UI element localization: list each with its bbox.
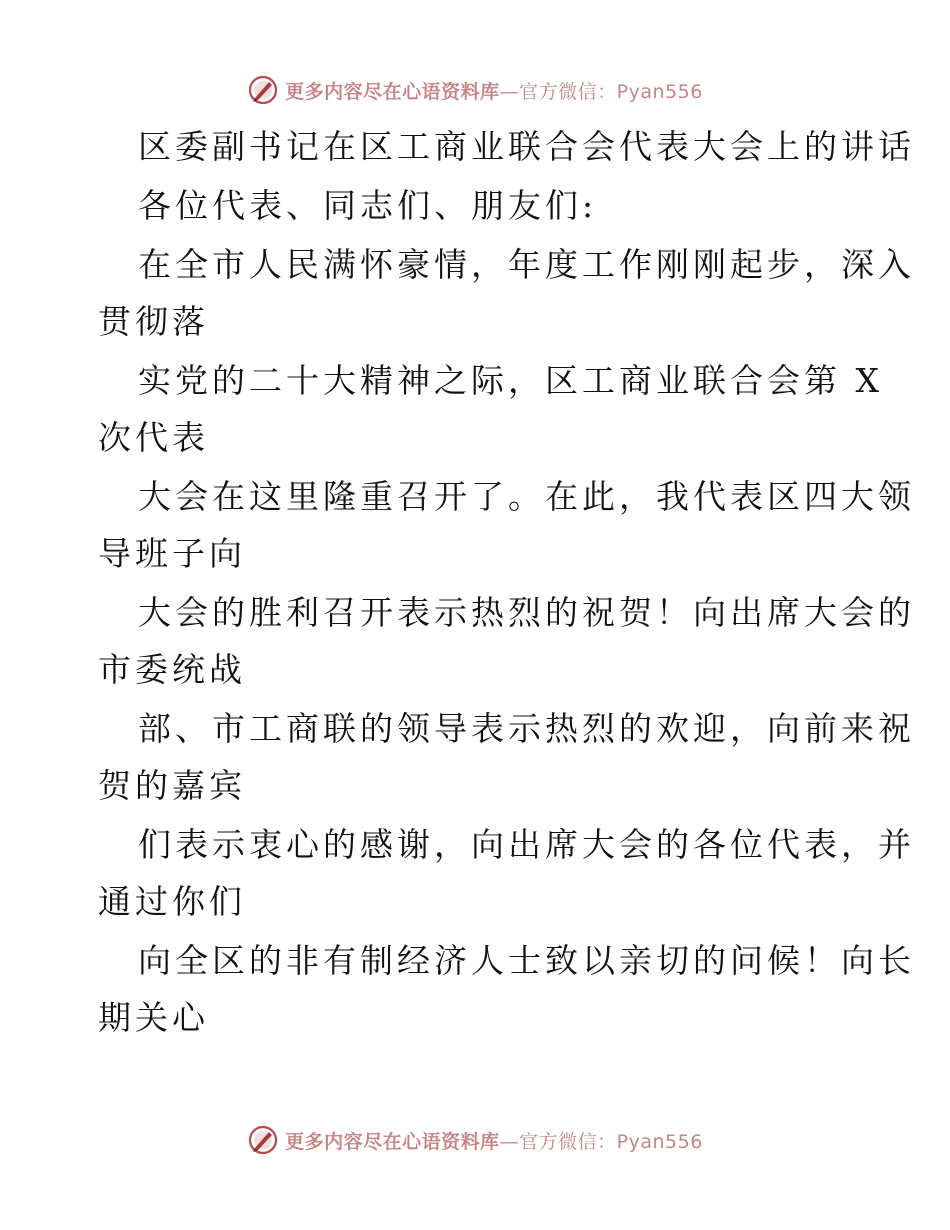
paragraph-line: 实党的二十大精神之际，区工商业联合会第 X	[138, 361, 883, 400]
paragraph-line: 部、市工商联的领导表示热烈的欢迎，向前来祝	[138, 709, 915, 748]
watermark-text	[285, 77, 703, 104]
salutation: 各位代表、同志们、朋友们:	[138, 186, 598, 225]
paragraph-line: 导班子向	[98, 534, 246, 573]
watermark-main-text: 更多内容尽在心语资料库	[285, 80, 500, 103]
watermark-main-text: 更多内容尽在心语资料库	[285, 1130, 500, 1153]
footer-watermark	[0, 1120, 950, 1160]
document-title: 区委副书记在区工商业联合会代表大会上的讲话	[138, 127, 915, 166]
paragraph-line: 在全市人民满怀豪情，年度工作刚刚起步，深入	[138, 245, 915, 284]
paragraph-line: 贯彻落	[98, 302, 209, 341]
paragraph-line: 市委统战	[98, 650, 246, 689]
header-watermark	[0, 70, 950, 110]
watermark-wechat-text: 官方微信：Pyan556	[519, 80, 703, 103]
paragraph-line: 贺的嘉宾	[98, 766, 246, 805]
watermark-dash: —	[499, 1130, 520, 1153]
paragraph-line: 向全区的非有制经济人士致以亲切的问候！向长	[138, 941, 915, 980]
watermark-text	[285, 1127, 703, 1154]
paragraph-line: 大会在这里隆重召开了。在此，我代表区四大领	[138, 477, 915, 516]
paragraph-line: 们表示衷心的感谢，向出席大会的各位代表，并	[138, 825, 915, 864]
paragraph-line: 大会的胜利召开表示热烈的祝贺！向出席大会的	[138, 593, 915, 632]
paragraph-line: 期关心	[98, 998, 209, 1037]
feather-pen-logo-icon	[247, 74, 279, 106]
paragraph-line: 通过你们	[98, 882, 246, 921]
feather-pen-logo-icon	[247, 1124, 279, 1156]
watermark-wechat-text: 官方微信：Pyan556	[519, 1130, 703, 1153]
paragraph-line: 次代表	[98, 418, 209, 457]
watermark-dash: —	[499, 80, 520, 103]
